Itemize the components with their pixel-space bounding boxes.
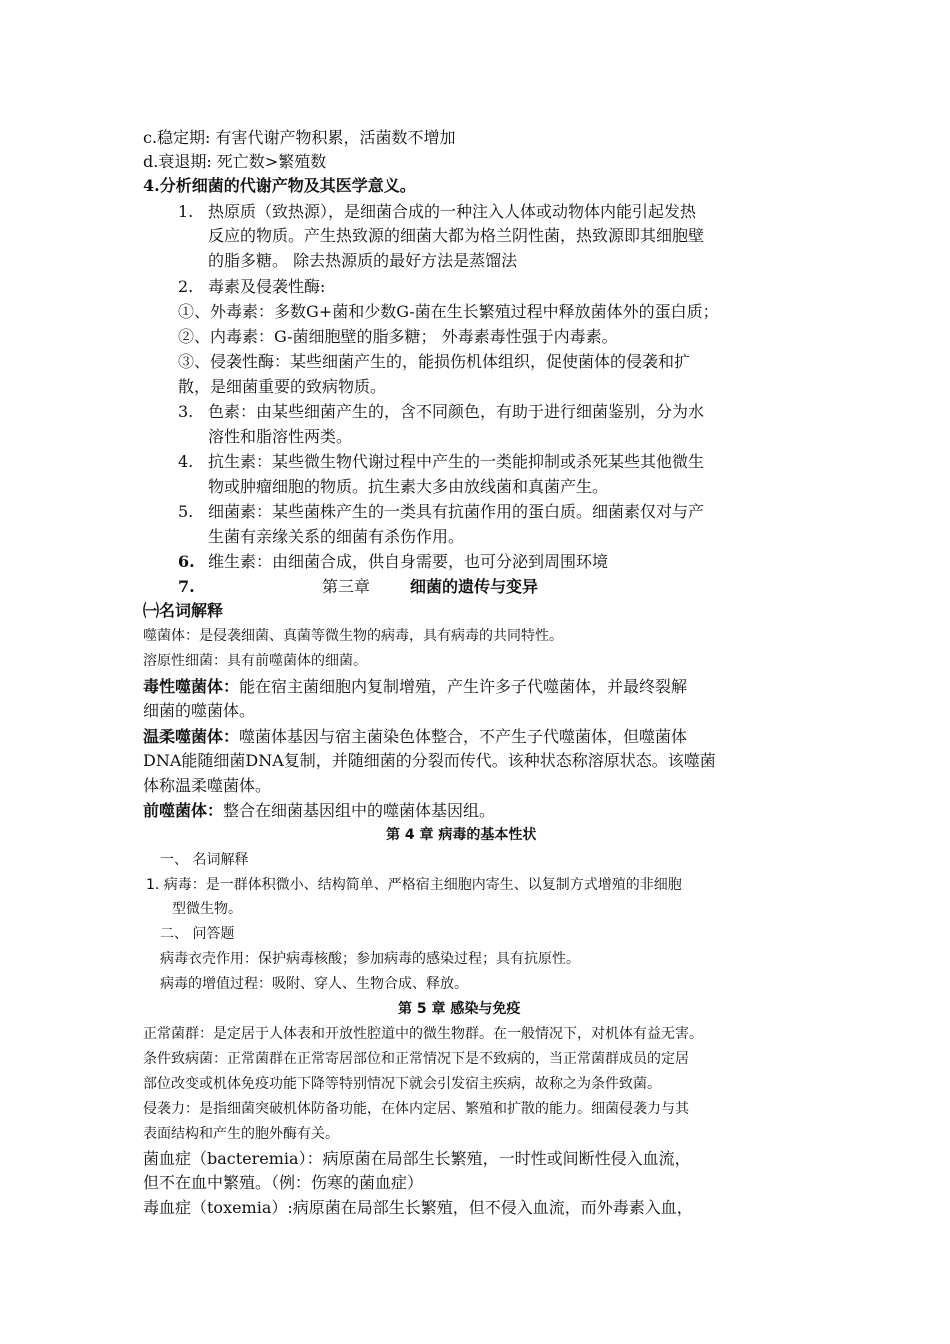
bacteremia-line-1: 菌血症（bacteremia）：病原菌在局部生长繁殖，一时性或间断性侵入血流， [143, 1149, 691, 1168]
bacteremia-line-2: 但不在血中繁殖。（例：伤寒的菌血症） [143, 1173, 424, 1192]
growth-decline: d.衰退期: 死亡数>繁殖数 [143, 152, 327, 171]
item-4-line-2: 物或肿瘤细胞的物质。抗生素大多由放线菌和真菌产生。 [208, 477, 609, 496]
virulent-phage-line-2: 细菌的噬菌体。 [143, 701, 256, 720]
question-4-heading: 4.分析细菌的代谢产物及其医学意义。 [143, 176, 416, 195]
chapter-3-label: 第三章 [322, 577, 371, 596]
virus-definition-line-1: 1. 病毒：是一群体积微小、结构简单、严格宿主细胞内寄生、以复制方式增殖的非细胞 [146, 877, 682, 893]
virus-definition-line-2: 型微生物。 [172, 901, 242, 917]
item-5-line-1: 5. 细菌素：某些菌株产生的一类具有抗菌作用的蛋白质。细菌素仅对与产 [178, 502, 705, 521]
invasiveness-line-2: 表面结构和产生的胞外酶有关。 [143, 1126, 339, 1142]
chapter-4-terms-heading: 一、 名词解释 [160, 852, 249, 868]
prophage-definition: 前噬菌体：整合在细菌基因组中的噬菌体基因组。 [143, 801, 496, 820]
exotoxin-line: ①、外毒素：多数G+菌和少数G-菌在生长繁殖过程中释放菌体外的蛋白质； [178, 302, 719, 321]
phage-definition: 噬菌体：是侵袭细菌、真菌等微生物的病毒，具有病毒的共同特性。 [143, 628, 563, 644]
temperate-phage-line-3: 体称温柔噬菌体。 [143, 776, 272, 795]
growth-stationary: c.稳定期: 有害代谢产物积累，活菌数不增加 [143, 128, 456, 147]
opportunistic-line-1: 条件致病菌：正常菌群在正常寄居部位和正常情况下是不致病的，当正常菌群成员的定居 [143, 1051, 689, 1067]
invasiveness-line-1: 侵袭力：是指细菌突破机体防备功能，在体内定居、繁殖和扩散的能力。细菌侵袭力与其 [143, 1101, 689, 1117]
opportunistic-line-2: 部位改变或机体免疫功能下降等特别情况下就会引发宿主疾病，故称之为条件致菌。 [143, 1076, 661, 1092]
normal-flora-definition: 正常菌群：是定居于人体表和开放性腔道中的微生物群。在一般情况下，对机体有益无害。 [143, 1026, 703, 1042]
item-2-line-1: 2. 毒素及侵袭性酶: [178, 277, 326, 296]
item-4-line-1: 4. 抗生素：某些微生物代谢过程中产生的一类能抑制或杀死某些其他微生 [178, 452, 705, 471]
invasive-enzyme-line-1: ③、侵袭性酶：某些细菌产生的，能损伤机体组织，促使菌体的侵袭和扩 [178, 352, 691, 371]
toxemia-line-1: 毒血症（toxemia）:病原菌在局部生长繁殖，但不侵入血流，而外毒素入血， [143, 1198, 693, 1217]
temperate-phage-line-2: DNA能随细菌DNA复制，并随细菌的分裂而传代。该种状态称溶原状态。该噬菌 [143, 751, 716, 770]
temperate-phage-line-1: 温柔噬菌体：噬菌体基因与宿主菌染色体整合，不产生子代噬菌体，但噬菌体 [143, 727, 688, 746]
invasive-enzyme-line-2: 散，是细菌重要的致病物质。 [178, 377, 387, 396]
chapter-5-title: 第 5 章 感染与免疫 [398, 1001, 521, 1017]
item-7-number: 7. [178, 577, 195, 596]
chapter-4-title: 第 4 章 病毒的基本性状 [386, 827, 537, 843]
capsid-function: 病毒衣壳作用：保护病毒核酸；参加病毒的感染过程；具有抗原性。 [160, 951, 580, 967]
lysogenic-definition: 溶原性细菌：具有前噬菌体的细菌。 [143, 653, 367, 669]
item-5-line-2: 生菌有亲缘关系的细菌有杀伤作用。 [208, 527, 465, 546]
item-1-line-1: 1. 热原质（致热源），是细菌合成的一种注入人体或动物体内能引起发热 [178, 202, 697, 221]
chapter-4-qa-heading: 二、 问答题 [160, 926, 235, 942]
virus-replication: 病毒的增值过程：吸附、穿人、生物合成、释放。 [160, 976, 468, 992]
item-1-line-3: 的脂多糖。 除去热源质的最好方法是蒸馏法 [208, 251, 518, 270]
item-6-line-1: 6. 维生素：由细菌合成，供自身需要，也可分泌到周围环境 [178, 552, 609, 571]
chapter-3-title: 细菌的遗传与变异 [410, 577, 539, 596]
terms-heading: ㈠名词解释 [143, 601, 224, 620]
item-1-line-2: 反应的物质。产生热致源的细菌大都为格兰阴性菌，热致源即其细胞壁 [208, 226, 705, 245]
endotoxin-line: ②、内毒素：G-菌细胞壁的脂多糖； 外毒素毒性强于内毒素。 [178, 327, 618, 346]
item-3-line-1: 3. 色素：由某些细菌产生的，含不同颜色，有助于进行细菌鉴别，分为水 [178, 402, 705, 421]
virulent-phage-line-1: 毒性噬菌体：能在宿主菌细胞内复制增殖，产生许多子代噬菌体，并最终裂解 [143, 677, 688, 696]
item-3-line-2: 溶性和脂溶性两类。 [208, 427, 353, 446]
